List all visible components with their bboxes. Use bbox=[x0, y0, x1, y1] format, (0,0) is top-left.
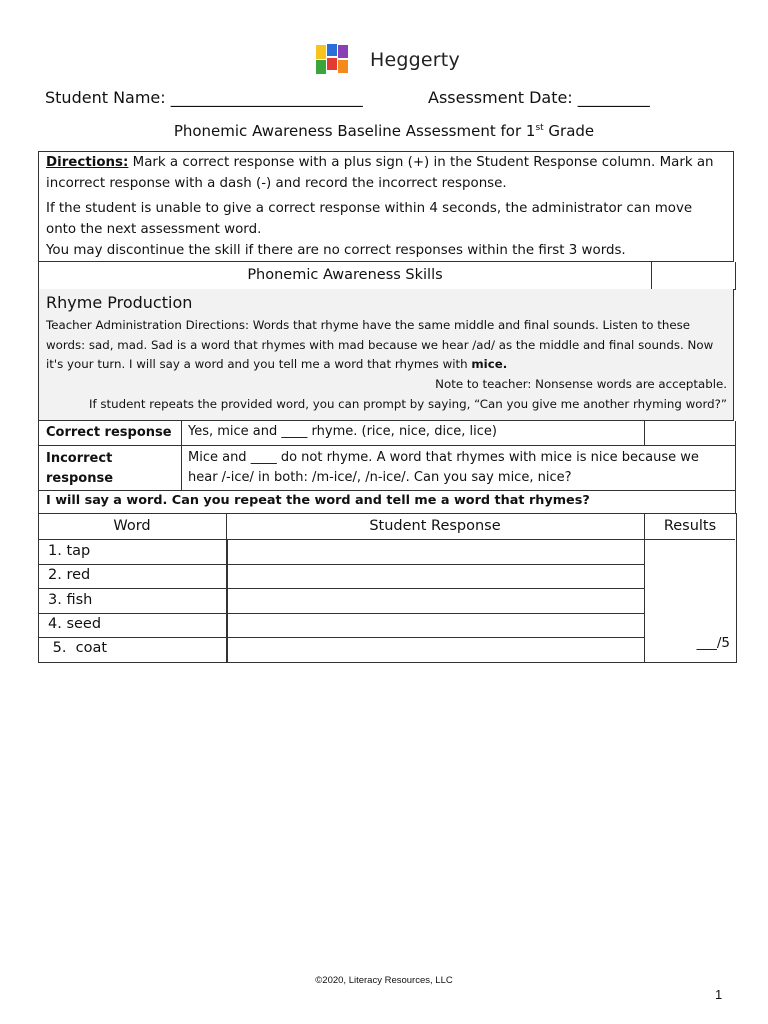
logo-square-green bbox=[316, 60, 326, 74]
page-title bbox=[0, 122, 768, 140]
directions-line1: Mark a correct response with a plus sign (+) in the Student Response column. Mark an incorrect response with a dash (-) and record the incorrect response. bbox=[46, 155, 714, 191]
incorrect-label: Incorrect response bbox=[46, 451, 114, 486]
column-word: Word bbox=[113, 518, 151, 534]
title-sup: st bbox=[535, 123, 544, 133]
list-item: 4. seed bbox=[48, 616, 102, 632]
directions-line3: You may discontinue the skill if there are no correct responses within the first 3 words. bbox=[46, 243, 626, 258]
correct-response-row bbox=[38, 421, 736, 446]
list-item: 3. fish bbox=[48, 592, 93, 608]
logo-square-purple bbox=[338, 45, 348, 58]
incorrect-response-row bbox=[38, 445, 736, 491]
column-student-response: Student Response bbox=[369, 518, 501, 534]
directions-box bbox=[38, 151, 734, 262]
rhyme-directions bbox=[46, 316, 730, 375]
correct-label: Correct response bbox=[46, 425, 172, 440]
logo-square-orange bbox=[338, 60, 348, 73]
list-item: 2. red bbox=[48, 567, 91, 583]
list-item: 5. coat bbox=[48, 640, 108, 656]
page-number: 1 bbox=[715, 987, 723, 1002]
title-main: Phonemic Awareness Baseline Assessment for 1 bbox=[173, 122, 536, 140]
prompt-row bbox=[38, 489, 736, 514]
prompt-text: I will say a word. Can you repeat the word and tell me a word that rhymes? bbox=[46, 493, 590, 508]
copyright: ©2020, Literacy Resources, LLC bbox=[315, 975, 453, 986]
title-end: Grade bbox=[543, 122, 595, 140]
list-item: 1. tap bbox=[48, 543, 91, 559]
correct-text: Yes, mice and ____ rhyme. (rice, nice, dice, lice) bbox=[188, 424, 497, 439]
student-name-field: Student Name: ________________________ bbox=[45, 88, 363, 107]
directions-line2: If the student is unable to give a correct response within 4 seconds, the administrator can move onto the next assessment word. bbox=[46, 201, 693, 237]
skills-header-row bbox=[38, 262, 736, 290]
score-field: ___/5 bbox=[696, 635, 730, 651]
logo-square-yellow bbox=[316, 45, 326, 59]
assessment-date-field: Assessment Date: _________ bbox=[428, 88, 650, 107]
directions-label: Directions: bbox=[46, 155, 129, 170]
note-repeat: If student repeats the provided word, you can prompt by saying, “Can you give me another rhyming word?” bbox=[89, 397, 727, 411]
rhyme-heading: Rhyme Production bbox=[46, 293, 193, 312]
rhyme-text-bold: mice. bbox=[471, 357, 508, 371]
column-results: Results bbox=[663, 518, 717, 534]
incorrect-text: Mice and ____ do not rhyme. A word that rhymes with mice is nice because we hear /-ice/ in both: /m-ice/, /n-ice/. Can you say mice, nice? bbox=[188, 450, 699, 485]
logo-square-red bbox=[327, 58, 337, 70]
word-table bbox=[38, 513, 737, 663]
skills-header: Phonemic Awareness Skills bbox=[39, 262, 652, 289]
rhyme-text: Teacher Administration Directions: Words that rhyme have the same middle and final sounds. Listen to these words: sad, mad. Sad is a word that rhymes with mad because we hear /ad/ as the middle and final sounds. Now it's your turn. I will say a word and you tell me a word that rhymes with bbox=[46, 318, 714, 371]
logo-square-blue bbox=[327, 44, 337, 56]
note-nonsense: Note to teacher: Nonsense words are acceptable. bbox=[435, 377, 727, 391]
rhyme-production-section bbox=[38, 289, 734, 421]
logo-text: Heggerty bbox=[370, 49, 460, 71]
word-rows bbox=[39, 540, 644, 662]
